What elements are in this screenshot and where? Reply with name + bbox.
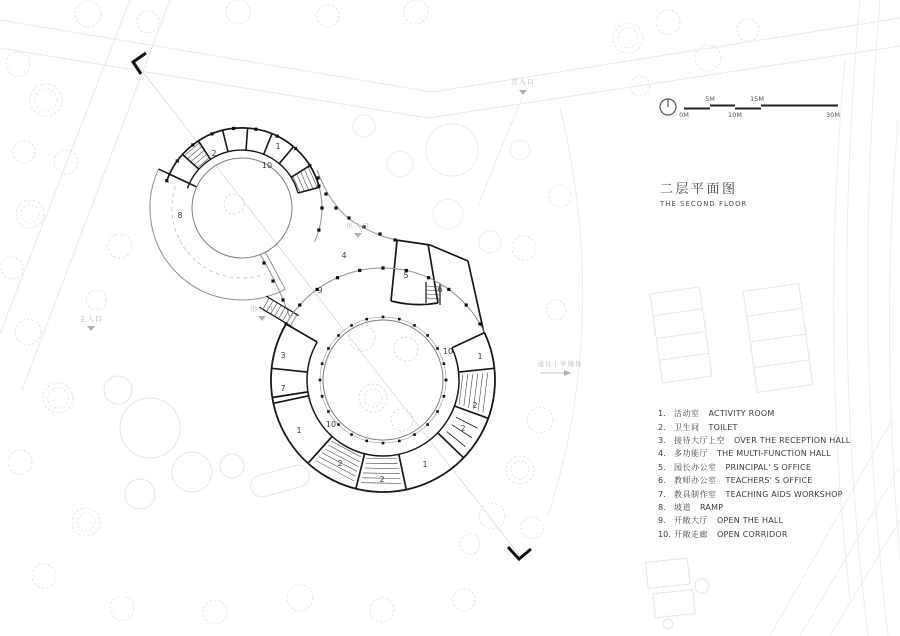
- down-arrow-icon: [87, 326, 95, 331]
- room-number-label: 10: [325, 420, 337, 429]
- room-number-label: 1: [422, 460, 428, 469]
- room-number-label: 2: [337, 459, 343, 468]
- legend-item: 1. 活动室 ACTIVITY ROOM: [658, 409, 775, 419]
- room-number-label: 7: [280, 384, 286, 393]
- site-structures: [646, 558, 709, 629]
- room-number-label: 2: [460, 424, 466, 433]
- legend-item: 4. 多功能厅 THE MULTI-FUNCTION HALL: [658, 449, 831, 459]
- scale-label: 30M: [826, 111, 840, 119]
- exit-label: 出入口: [346, 222, 370, 230]
- legend-item: 2. 卫生间 TOILET: [658, 422, 738, 432]
- room-number-labels: [177, 142, 482, 484]
- sport-courts: [650, 284, 813, 393]
- legend-item: 6. 教师办公室 TEACHERS' S OFFICE: [658, 476, 813, 486]
- secondary-entrance-label: 次入口: [511, 78, 535, 86]
- plan-annotations: [79, 77, 583, 376]
- building-plan: [150, 127, 495, 492]
- scale-bar: [679, 95, 840, 119]
- down-arrow-icon: [519, 90, 527, 95]
- down-arrow-icon: [354, 233, 362, 238]
- room-number-label: 6: [437, 285, 443, 294]
- scale-label: 0M: [679, 111, 689, 119]
- legend-item: 7. 教具制作室 TEACHING AIDS WORKSHOP: [658, 489, 843, 499]
- drawing-subtitle: THE SECOND FLOOR: [660, 200, 748, 208]
- legend-item: 10. 开敞走廊 OPEN CORRIDOR: [658, 529, 788, 539]
- section-cut-line: [133, 53, 531, 559]
- lower-ring-building: [271, 266, 495, 492]
- north-arrow-icon: [660, 99, 676, 115]
- room-number-label: 1: [296, 426, 302, 435]
- room-number-label: 4: [341, 251, 347, 260]
- to-playground-label: 通往小学操场: [537, 360, 583, 368]
- connector-corridor: [259, 170, 484, 333]
- section-cut-marker: [133, 53, 146, 74]
- garden-circles: [353, 115, 530, 253]
- room-number-label: 1: [275, 142, 281, 151]
- legend-item: 8. 坡道 RAMP: [658, 502, 724, 512]
- room-number-label: 5: [403, 271, 409, 280]
- room-number-label: 10: [261, 161, 273, 170]
- scale-label: 5M: [705, 95, 715, 103]
- room-number-label: 8: [177, 211, 183, 220]
- scale-label: 15M: [750, 95, 764, 103]
- upper-ring-building: [150, 127, 324, 300]
- room-number-label: 1: [477, 352, 483, 361]
- room-number-label: 3: [280, 351, 286, 360]
- exit-label: 出入口: [250, 305, 274, 313]
- room-number-label: 2: [472, 401, 478, 410]
- legend-item: 9. 开敞大厅 OPEN THE HALL: [658, 516, 784, 526]
- scale-label: 10M: [728, 111, 742, 119]
- site-trees: [1, 0, 759, 624]
- room-number-label: 9: [317, 286, 323, 295]
- legend-item: 3. 接待大厅上空 OVER THE RECEPTION HALL: [658, 435, 851, 445]
- title-block: [660, 178, 747, 208]
- right-arrow-icon: [540, 370, 571, 376]
- legend-item: 5. 园长办公室 PRINCIPAL' S OFFICE: [658, 462, 812, 472]
- room-number-label: 2: [379, 475, 385, 484]
- room-number-label: 2: [211, 149, 217, 158]
- room-number-label: 10: [442, 347, 454, 356]
- drawing-title: 二层平面图: [660, 182, 738, 197]
- down-arrow-icon: [258, 316, 266, 321]
- section-cut-marker: [508, 547, 531, 559]
- main-entrance-label: 主入口: [79, 315, 103, 323]
- room-legend: [658, 407, 850, 541]
